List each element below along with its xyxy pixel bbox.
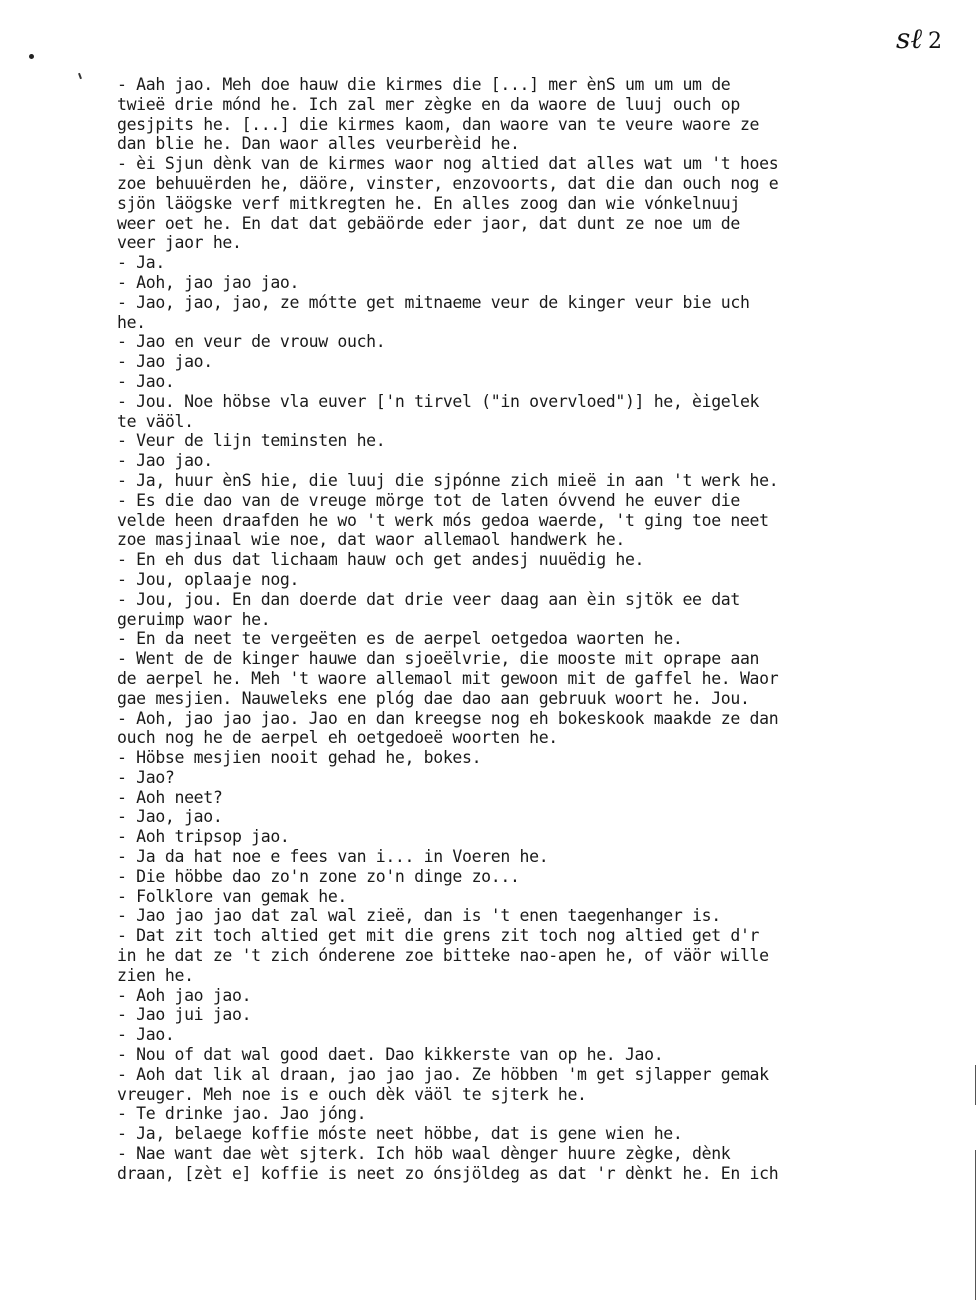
transcript-line: - Jao, jao, jao, ze mótte get mitnaeme veur de kinger veur bie uch xyxy=(117,292,750,312)
scan-tick-mark xyxy=(78,73,82,79)
transcript-line: geruimp waor he. xyxy=(117,609,271,629)
transcript-line: sjön läögske verf mitkregten he. En alles zoog dan wie vónkelnuuj xyxy=(117,193,740,213)
transcript-line: zien he. xyxy=(117,965,194,985)
transcript-line: - Jou, jou. En dan doerde dat drie veer daag aan èin sjtök ee dat xyxy=(117,589,740,609)
page-number-mark: sℓ xyxy=(896,22,923,55)
transcript-line: - Dat zit toch altied get mit die grens zit toch nog altied get d'r xyxy=(117,926,760,946)
transcript-line: - Veur de lijn teminsten he. xyxy=(117,431,386,451)
page-number xyxy=(896,22,942,56)
transcript-line: - Aoh neet? xyxy=(117,787,223,807)
transcript-line: zoe masjinaal wie noe, dat waor allemaol handwerk he. xyxy=(117,530,625,550)
transcript-line: - Jao en veur de vrouw ouch. xyxy=(117,332,386,352)
transcript-line: - Jou, oplaaje nog. xyxy=(117,569,300,589)
transcript-line: twieë drie mónd he. Ich zal mer zègke en da waore de luuj ouch op xyxy=(117,94,740,114)
transcript-line: - Es die dao van de vreuge mörge tot de laten óvvend he euver die xyxy=(117,490,740,510)
transcript-line: de aerpel he. Meh 't waore allemaol mit gewoon mit de gaffel he. Waor xyxy=(117,668,779,688)
transcript-line: - Aah jao. Meh doe hauw die kirmes die [...] mer ènS um um um de xyxy=(117,75,731,94)
transcript-line: - Aoh dat lik al draan, jao jao jao. Ze höbben 'm get sjlapper gemak xyxy=(117,1064,769,1084)
transcript-line: - Jou. Noe höbse vla euver ['n tirvel ("in overvloed")] he, èigelek xyxy=(117,391,760,411)
transcript-line: - Ja da hat noe e fees van i... in Voeren he. xyxy=(117,847,549,867)
transcript-line: - Die höbbe dao zo'n zone zo'n dinge zo... xyxy=(117,866,520,886)
transcript-line: - Aoh, jao jao jao. Jao en dan kreegse nog eh bokeskook maakde ze dan xyxy=(117,708,779,728)
transcript-line: - Jao. xyxy=(117,371,175,391)
transcript-line: dan blie he. Dan waor alles veurberèid he. xyxy=(117,134,520,154)
transcript-line: zoe behuuërden he, däöre, vinster, enzovoorts, dat die dan ouch nog e xyxy=(117,173,779,193)
transcript-line: ouch nog he de aerpel eh oetgedoeë woorten he. xyxy=(117,728,558,748)
transcript-line: in he dat ze 't zich ónderene zoe bitteke nao-apen he, of väör wille xyxy=(117,946,769,966)
transcript-line: weer oet he. En dat dat gebäörde eder jaor, dat dunt ze noe um de xyxy=(117,213,740,233)
transcript-line: draan, [zèt e] koffie is neet zo ónsjöldeg as dat 'r dènkt he. En ich xyxy=(117,1163,779,1183)
transcript-line: vreuger. Meh noe is e ouch dèk väöl te sjterk he. xyxy=(117,1084,587,1104)
scan-edge-mark xyxy=(975,1065,976,1105)
transcript-line: - Ja, huur ènS hie, die luuj die sjpónne zich mieë in aan 't werk he. xyxy=(117,470,779,490)
transcript-line: - èi Sjun dènk van de kirmes waor nog altied dat alles wat um 't hoes xyxy=(117,154,779,174)
transcript-line: - Jao. xyxy=(117,1025,175,1045)
transcript-line: - Folklore van gemak he. xyxy=(117,886,348,906)
transcript-line: - Aoh, jao jao jao. xyxy=(117,272,300,292)
transcript-line: - Jao? xyxy=(117,767,175,787)
transcript-line: - Ja. xyxy=(117,253,165,273)
transcript-line: - Went de de kinger hauwe dan sjoeëlvrie, die mooste mit oprape aan xyxy=(117,649,760,669)
transcript-line: - Jao jao. xyxy=(117,451,213,471)
transcript-line: - Höbse mesjien nooit gehad he, bokes. xyxy=(117,748,482,768)
transcript-line: velde heen draafden he wo 't werk mós gedoa waerde, 't ging toe neet xyxy=(117,510,769,530)
page-number-digit: 2 xyxy=(928,29,943,54)
transcript-line: te väöl. xyxy=(117,411,194,431)
transcript-line: - En da neet te vergeëten es de aerpel oetgedoa waorten he. xyxy=(117,629,683,649)
transcript-line: - En eh dus dat lichaam hauw och get andesj nuuëdig he. xyxy=(117,550,645,570)
transcript-line: gae mesjien. Nauweleks ene plóg dae dao aan gebruuk woort he. Jou. xyxy=(117,688,750,708)
transcript-line xyxy=(117,1184,837,1204)
transcript-line: - Te drinke jao. Jao jóng. xyxy=(117,1104,367,1124)
transcript-line: he. xyxy=(117,312,146,332)
transcript-line: - Jao jui jao. xyxy=(117,1005,252,1025)
transcript-line: - Ja, belaege koffie móste neet höbbe, dat is gene wien he. xyxy=(117,1124,683,1144)
transcript-line: gesjpits he. [...] die kirmes kaom, dan waore van te veure waore ze xyxy=(117,114,760,134)
transcript-body xyxy=(117,75,837,1203)
scan-edge-mark xyxy=(975,1150,976,1300)
transcript-line: - Jao jao. xyxy=(117,352,213,372)
transcript-line: - Aoh tripsop jao. xyxy=(117,827,290,847)
transcript-line: - Jao, jao. xyxy=(117,807,223,827)
transcript-line: veer jaor he. xyxy=(117,233,242,253)
transcript-line: - Nou of dat wal good daet. Dao kikkerste van op he. Jao. xyxy=(117,1045,664,1065)
transcript-line: - Nae want dae wèt sjterk. Ich höb waal dènger huure zègke, dènk xyxy=(117,1144,731,1164)
transcript-line: - Jao jao jao dat zal wal zieë, dan is 't enen taegenhanger is. xyxy=(117,906,721,926)
scan-speck xyxy=(29,54,34,59)
transcript-line: - Aoh jao jao. xyxy=(117,985,252,1005)
